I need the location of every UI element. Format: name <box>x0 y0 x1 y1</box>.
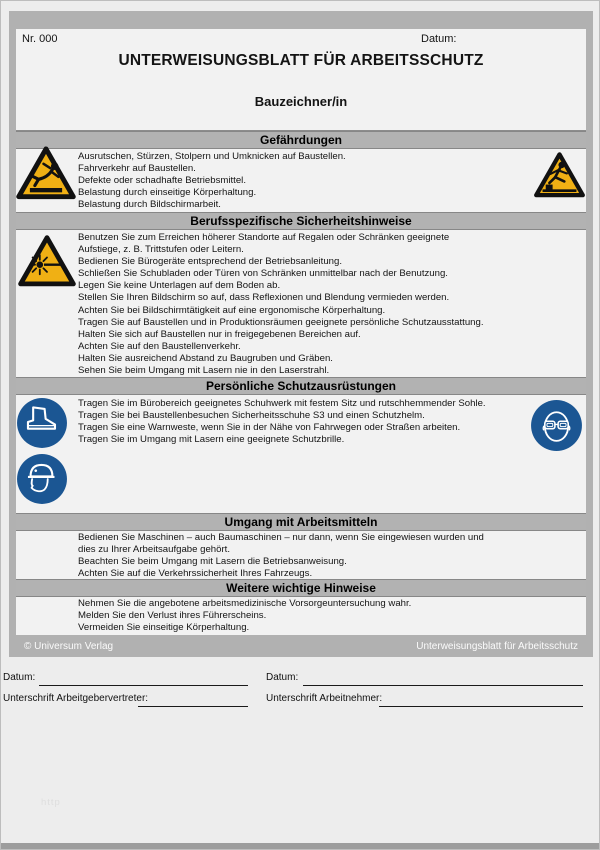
text-line: Achten Sie bei Bildschirmtätigkeit auf eine ergonomische Körperhaltung. <box>78 304 386 316</box>
text-line: Tragen Sie im Umgang mit Lasern eine geeignete Schutzbrille. <box>78 434 345 446</box>
text-line: Belastung durch Bildschirmarbeit. <box>78 199 221 211</box>
job-title: Bauzeichner/in <box>254 94 348 109</box>
document-frame <box>9 11 593 657</box>
section-heading-arbeitsmittel: Umgang mit Arbeitsmitteln <box>16 513 586 531</box>
text-line: Halten Sie ausreichend Abstand zu Baugruben und Gräben. <box>78 352 333 364</box>
text-line: Tragen Sie im Bürobereich geeignetes Schuhwerk mit festem Sitz und rutschhemmender Sohle. <box>78 398 486 409</box>
document-header <box>16 29 586 131</box>
document-footer <box>16 635 586 657</box>
text-line: Defekte oder schadhafte Betriebsmittel. <box>78 175 246 187</box>
text-line: Vermeiden Sie einseitige Körperhaltung. <box>78 622 250 634</box>
text-line: Tragen Sie auf Baustellen und in Produktionsräumen geeignete persönliche Schutzausstattung. <box>78 316 484 328</box>
header-date-label: Datum: <box>421 33 457 45</box>
text-line: Schließen Sie Schubladen oder Türen von Schränken unmittelbar nach der Benutzung. <box>78 268 448 280</box>
laser-beam-warning-icon <box>17 232 77 289</box>
section-text-weitere-hinweise <box>78 598 411 634</box>
text-line: Stellen Sie Ihren Bildschirm so auf, dass Reflexionen und Blendung vermieden werden. <box>78 292 450 304</box>
text-line: Bedienen Sie Maschinen – auch Baumaschinen – nur dann, wenn Sie eingewiesen wurden und <box>78 532 484 543</box>
section-heading-schutzausruestungen: Persönliche Schutzausrüstungen <box>16 377 586 395</box>
section-text-sicherheitshinweise <box>78 232 484 377</box>
trip-hazard-warning-icon <box>533 147 586 202</box>
text-line: Fahrverkehr auf Baustellen. <box>78 163 196 175</box>
document-body <box>16 29 586 635</box>
date-line-right <box>303 684 583 686</box>
employer-signature-label: Unterschrift Arbeitgebervertreter: <box>3 693 149 704</box>
text-line: Halten Sie sich auf Baustellen nur in freigegebenen Bereichen auf. <box>78 328 361 340</box>
text-line: Tragen Sie bei Baustellenbesuchen Sicherheitsschuhe S3 und einen Schutzhelm. <box>78 410 425 422</box>
text-line: Beachten Sie beim Umgang mit Lasern die Betriebsanweisung. <box>78 556 347 568</box>
text-line: Tragen Sie eine Warnweste, wenn Sie in der Nähe von Fahrwegen oder Straßen arbeiten. <box>78 422 461 434</box>
text-line: Nehmen Sie die angebotene arbeitsmedizinische Vorsorgeuntersuchung wahr. <box>78 598 412 609</box>
date-line-left <box>39 684 248 686</box>
safety-boots-mandatory-icon <box>16 397 68 449</box>
watermark-text: http <box>41 797 61 808</box>
safety-helmet-mandatory-icon <box>16 453 68 505</box>
text-line: Achten Sie auf den Baustellenverkehr. <box>78 340 241 352</box>
text-line: Sehen Sie beim Umgang mit Lasern nie in den Laserstrahl. <box>78 365 330 377</box>
date-label-right: Datum: <box>266 672 299 683</box>
text-line: Aufstiege, z. B. Trittstufen oder Leitern. <box>78 244 244 256</box>
section-heading-gefaehrdungen: Gefährdungen <box>16 131 586 149</box>
document-number: Nr. 000 <box>22 33 58 45</box>
text-line: dies zu Ihrer Arbeitsaufgabe gehört. <box>78 544 230 556</box>
employee-signature-label: Unterschrift Arbeitnehmer: <box>266 693 383 704</box>
bottom-border-bar <box>1 843 599 849</box>
text-line: Achten Sie auf die Verkehrssicherheit Ihres Fahrzeugs. <box>78 568 313 580</box>
section-heading-sicherheitshinweise: Berufsspezifische Sicherheitshinweise <box>16 212 586 230</box>
text-line: Melden Sie den Verlust ihres Führerscheins. <box>78 610 267 622</box>
publisher-credit: © Universum Verlag <box>24 640 114 652</box>
section-heading-weitere-hinweise: Weitere wichtige Hinweise <box>16 579 586 597</box>
slip-hazard-warning-icon <box>15 144 77 201</box>
text-line: Bedienen Sie Bürogeräte entsprechend der Betriebsanleitung. <box>78 256 343 268</box>
section-text-schutzausruestungen <box>78 398 486 446</box>
section-text-gefaehrdungen <box>78 151 346 211</box>
footer-document-type: Unterweisungsblatt für Arbeitsschutz <box>416 640 578 652</box>
date-label-left: Datum: <box>3 672 36 683</box>
employee-signature-line <box>379 705 583 707</box>
employer-signature-line <box>138 705 248 707</box>
document-title: UNTERWEISUNGSBLATT FÜR ARBEITSSCHUTZ <box>118 52 484 69</box>
text-line: Belastung durch einseitige Körperhaltung. <box>78 187 257 199</box>
section-text-arbeitsmittel <box>78 532 484 580</box>
text-line: Benutzen Sie zum Erreichen höherer Standorte auf Regalen oder Schränken geeignete <box>78 232 450 243</box>
text-line: Ausrutschen, Stürzen, Stolpern und Umknicken auf Baustellen. <box>78 151 346 162</box>
eye-protection-mandatory-icon <box>530 399 583 452</box>
text-line: Legen Sie keine Unterlagen auf dem Boden ab. <box>78 280 281 292</box>
